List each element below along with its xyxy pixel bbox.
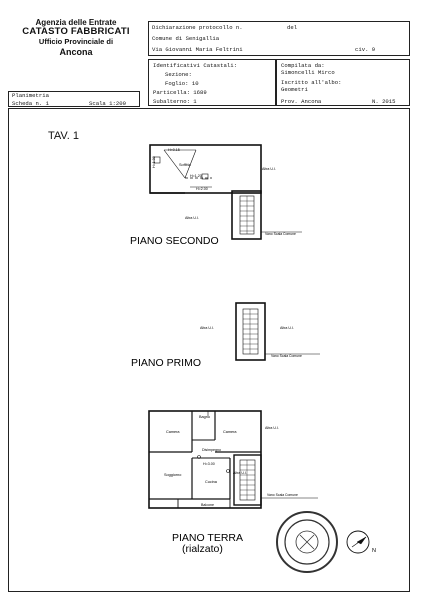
subalterno-label: Subalterno: 1 xyxy=(153,98,197,105)
floor1-plan xyxy=(236,303,320,360)
floor0-outline xyxy=(149,411,261,508)
particella-label: Particella: 1689 xyxy=(153,89,207,96)
floor2-attic-outline xyxy=(150,145,261,193)
floor1-title: PIANO PRIMO xyxy=(131,357,202,369)
protocol-del: del xyxy=(287,24,298,31)
floor2-stair-block xyxy=(232,191,261,239)
scheda-label: Scheda n. 1 xyxy=(12,100,49,107)
north-arrow-icon xyxy=(347,531,369,553)
floor1-altra-ui-right: Altra U.I. xyxy=(280,326,294,330)
planimetria-label: Planimetria xyxy=(12,92,49,99)
surveyor-stamp xyxy=(277,512,337,572)
floor0-subtitle: (rialzato) xyxy=(182,543,223,555)
north-label: N xyxy=(372,548,376,554)
compiled-title: Compilata da: xyxy=(281,62,325,69)
floor0-vano-scala: Vano Scala Comune xyxy=(267,493,298,497)
floor0-camera-2: Camera xyxy=(223,430,237,434)
floor2-altra-ui-left: Altra U.I. xyxy=(185,216,199,220)
floor0-bagno: Bagno xyxy=(199,415,210,419)
albo-number: N. 2015 xyxy=(372,98,396,105)
floor2-title: PIANO SECONDO xyxy=(130,235,219,247)
floor1-altra-ui-left: Altra U.I. xyxy=(200,326,214,330)
protocol-label: Dichiarazione protocollo n. xyxy=(152,24,243,31)
floor2-h2: H=2.00 xyxy=(196,187,208,191)
catasto-title: CATASTO FABBRICATI xyxy=(22,26,130,38)
floor0-disimpegno: Disimpegno xyxy=(202,448,221,452)
floor0-balcone: Balcone xyxy=(201,503,214,507)
floor1-vano-scala: Vano Scala Comune xyxy=(271,354,302,358)
scala-label: Scala 1:200 xyxy=(89,100,126,107)
foglio-label: Foglio: 10 xyxy=(165,80,199,87)
prov-label: Prov. Ancona xyxy=(281,98,322,105)
iscritto-label: Iscritto all'albo: xyxy=(281,79,342,86)
compiled-name: Simoncelli Mirco xyxy=(281,69,335,76)
floor0-camera-1: Camera xyxy=(166,430,180,434)
floor2-h-side: H=1.30 xyxy=(152,156,156,168)
floor2-altra-ui-right: Altra U.I. xyxy=(262,167,276,171)
albo-label: Geometri xyxy=(281,86,308,93)
civic-number: civ. 9 xyxy=(355,46,376,53)
floor2-h1: H=1.20 xyxy=(190,174,202,178)
floor0-height: H=3.00 xyxy=(203,462,215,466)
floor0-cucina: Cucina xyxy=(205,480,217,484)
address-label: Via Giovanni Maria Feltrini xyxy=(152,46,243,53)
floor0-altra-ui-right: Altra U.I. xyxy=(265,426,279,430)
floor0-soggiorno: Soggiorno xyxy=(164,473,182,477)
ufficio-label: Ufficio Provinciale di xyxy=(38,37,114,47)
floor2-plan xyxy=(150,145,302,239)
agency-name: Agenzia delle Entrate xyxy=(35,18,117,27)
ufficio-city: Ancona xyxy=(59,46,93,57)
floor0-altra-ui-stair: Altra U.I. xyxy=(233,471,247,475)
tav-label: TAV. 1 xyxy=(48,130,79,142)
comune-label: Comune di Senigallia xyxy=(152,35,220,42)
identifiers-title: Identificativi Catastali: xyxy=(153,62,237,69)
sezione-label: Sezione: xyxy=(165,71,192,78)
floor2-h-top: H=0.15 xyxy=(168,148,180,152)
floor1-stair-block xyxy=(236,303,265,360)
floor0-title: PIANO TERRA xyxy=(172,532,243,544)
floor2-vano-scala: Vano Scala Comune xyxy=(265,232,296,236)
floor2-soffitta: Soffitta xyxy=(179,163,191,167)
